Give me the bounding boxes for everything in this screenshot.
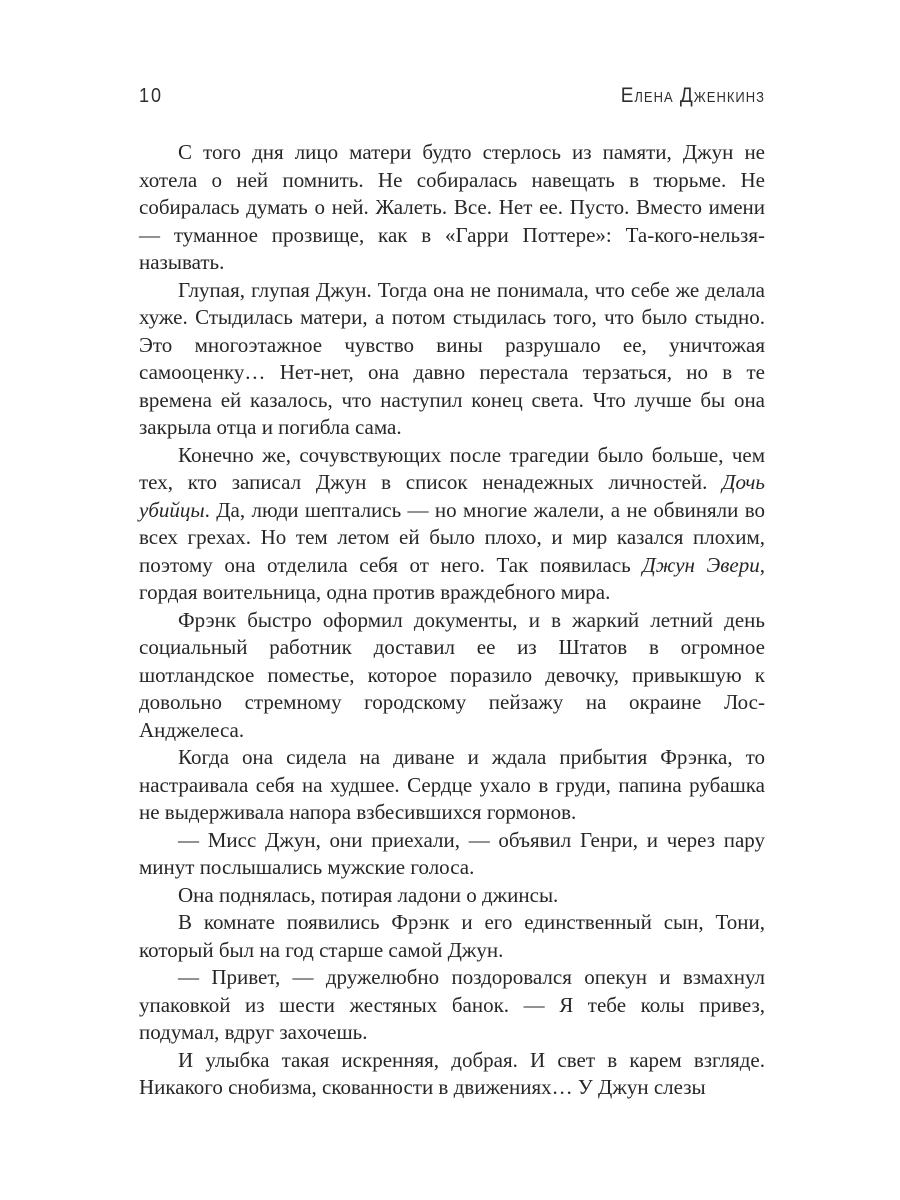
paragraph (139, 442, 765, 607)
text-run: И улыбка такая искренняя, добрая. И свет в карем взгляде. Никакого снобизма, скованности в движениях… У Джун слезы (139, 1047, 765, 1099)
paragraph (139, 139, 765, 277)
paragraph (139, 607, 765, 745)
text-body (139, 139, 765, 1102)
paragraph (139, 882, 765, 910)
page-number: 10 (139, 84, 164, 107)
italic-text: Дочь убийцы (139, 470, 765, 522)
text-run: С того дня лицо матери будто стерлось из памяти, Джун не хотела о ней помнить. Не собиралась навещать в тюрьме. Не собиралась думать о ней. Жалеть. Все. Нет ее. Пусто. Вместо имени — туманное прозвище, как в «Гарри Поттере»: Та-кого-нельзя-называть. (139, 140, 765, 274)
text-run: — Привет, — дружелюбно поздоровался опекун и взмахнул упаковкой из шести жестяных банок. — Я тебе колы привез, подумал, вдруг захочешь. (139, 965, 765, 1044)
text-run: Она поднялась, потирая ладони о джинсы. (178, 882, 559, 907)
paragraph (139, 1047, 765, 1102)
text-run: Фрэнк быстро оформил документы, и в жаркий летний день социальный работник доставил ее из Штатов в огромное шотландское поместье, которое поразило девочку, привыкшую к довольно стремному городскому пейзажу на окраине Лос-Анджелеса. (139, 607, 765, 742)
running-title-author: Елена Дженкинз (620, 84, 765, 108)
text-run: — Мисс Джун, они приехали, — объявил Генри, и через пару минут послышались мужские голоса. (139, 827, 765, 879)
text-run: . Да, люди шептались — но многие жалели, а не обвиняли во всех грехах. Но тем летом ей было плохо, и мир казался плохим, поэтому она отделила себя от него. Так появилась (139, 497, 765, 577)
text-run: Глупая, глупая Джун. Тогда она не понимала, что себе же делала хуже. Стыдилась матери, а потом стыдилась того, что было стыдно. Это многоэтажное чувство вины разрушало ее, уничтожая самооценку… Нет-нет, она давно перестала терзаться, но в те времена ей казалось, что наступил конец света. Что лучше бы она закрыла отца и погибла сама. (139, 277, 765, 439)
text-run: Конечно же, сочувствующих после трагедии было больше, чем тех, кто записал Джун в список ненадежных личностей. (139, 442, 765, 494)
paragraph (139, 964, 765, 1047)
text-run: В комнате появились Фрэнк и его единственный сын, Тони, который был на год старше самой Джун. (139, 910, 765, 962)
running-header (139, 84, 765, 109)
italic-text: Джун Эвери (642, 552, 760, 577)
paragraph (139, 909, 765, 964)
text-run: , гордая воительница, одна против враждебного мира. (139, 552, 765, 604)
text-run: Когда она сидела на диване и ждала прибытия Фрэнка, то настраивала себя на худшее. Сердце ухало в груди, папина рубашка не выдерживала напора взбесившихся гормонов. (139, 745, 765, 824)
paragraph (139, 277, 765, 442)
paragraph (139, 827, 765, 882)
paragraph (139, 744, 765, 827)
